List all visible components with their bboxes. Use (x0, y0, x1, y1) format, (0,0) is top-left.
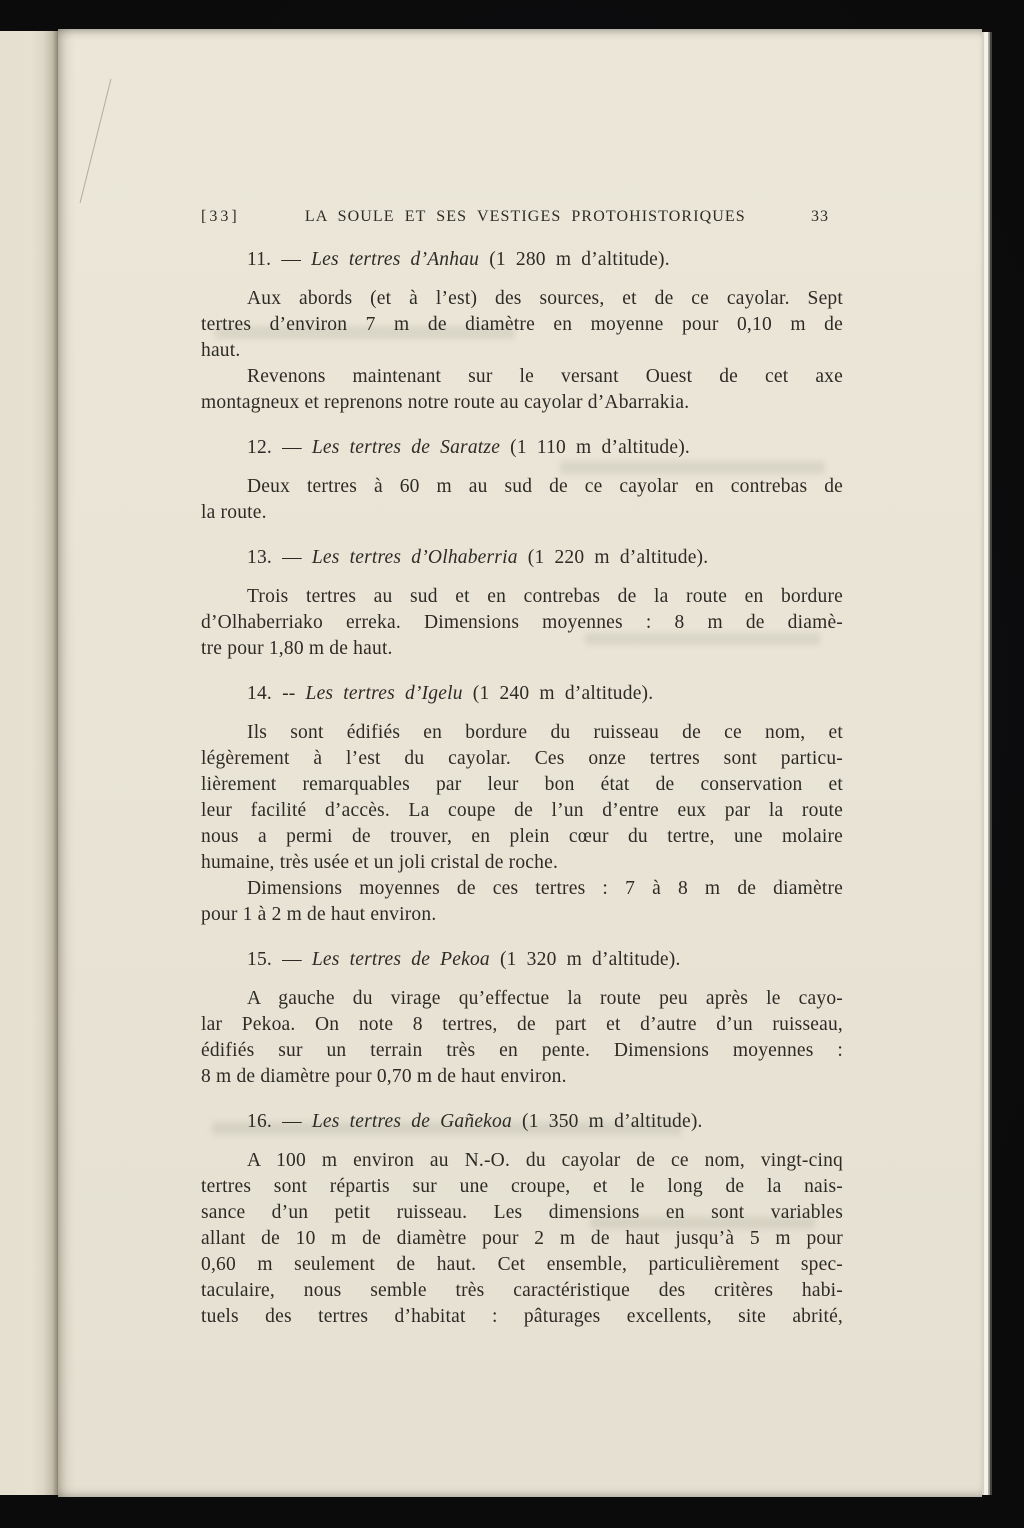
section-heading (201, 247, 843, 273)
heading-dash: — (281, 249, 302, 270)
text-line: taculaire, nous semble très caractéristique des critères habi- (201, 1280, 843, 1301)
page-number: 33 (811, 208, 829, 225)
text-line: lar Pekoa. On note 8 tertres, de part et d’autre d’un ruisseau, (201, 1014, 843, 1035)
text-line: A gauche du virage qu’effectue la route peu après le cayo- (247, 988, 843, 1009)
running-title: LA SOULE ET SES VESTIGES PROTOHISTORIQUES (304, 208, 746, 225)
section-title: Les tertres de Gañekoa (311, 1111, 512, 1132)
text-line: Trois tertres au sud et en contrebas de la route en bordure (247, 586, 843, 607)
text-line: la route. (201, 502, 267, 523)
page-content (58, 29, 982, 1497)
section-altitude: (1 350 m d’altitude). (522, 1111, 703, 1132)
text-line: tuels des tertres d’habitat : pâturages excellents, site abrité, (201, 1306, 843, 1327)
paragraph (201, 986, 843, 1090)
heading-dash: — (282, 437, 302, 458)
section-title: Les tertres d’Olhaberria (311, 547, 518, 568)
text-line: édifiés sur un terrain très en pente. Dimensions moyennes : (201, 1040, 843, 1061)
section-tertres-ganekoa (201, 1109, 843, 1330)
text-line: légèrement à l’est du cayolar. Ces onze tertres sont particu- (201, 748, 843, 769)
text-line: leur facilité d’accès. La coupe de l’un d’entre eux par la route (201, 800, 843, 821)
text-line: pour 1 à 2 m de haut environ. (201, 904, 437, 925)
section-altitude: (1 320 m d’altitude). (499, 949, 681, 970)
section-altitude: (1 220 m d’altitude). (527, 547, 709, 568)
paragraph (201, 584, 843, 662)
section-number: 16. (247, 1111, 272, 1132)
section-tertres-pekoa (201, 947, 843, 1090)
paragraph (201, 720, 843, 876)
text-line: haut. (201, 340, 241, 361)
section-tertres-saratze (201, 435, 843, 526)
paragraph (201, 876, 843, 928)
text-line: humaine, très usée et un joli cristal de roche. (201, 852, 559, 873)
section-heading (201, 435, 843, 461)
text-line: 8 m de diamètre pour 0,70 m de haut environ. (201, 1066, 567, 1087)
paragraph (201, 1148, 843, 1330)
section-tertres-olhaberria (201, 545, 843, 662)
section-heading (201, 947, 843, 973)
heading-dash: -- (282, 683, 296, 704)
section-title: Les tertres d’Anhau (311, 249, 480, 270)
section-altitude: (1 280 m d’altitude). (489, 249, 670, 270)
text-line: tertres d’environ 7 m de diamètre en moyenne pour 0,10 m de (201, 314, 843, 335)
section-altitude: (1 110 m d’altitude). (510, 437, 690, 458)
text-line: montagneux et reprenons notre route au cayolar d’Abarrakia. (201, 392, 690, 413)
text-line: allant de 10 m de diamètre pour 2 m de haut jusqu’à 5 m pour (201, 1228, 843, 1249)
section-heading (201, 681, 843, 707)
heading-dash: — (282, 1111, 302, 1132)
section-number: 11. (247, 249, 272, 270)
text-line: sance d’un petit ruisseau. Les dimensions en sont variables (201, 1202, 843, 1223)
heading-dash: — (282, 949, 302, 970)
running-header (201, 206, 843, 228)
text-line: lièrement remarquables par leur bon état de conservation et (201, 774, 843, 795)
section-number: 14. (247, 683, 272, 704)
section-tertres-igelu (201, 681, 843, 928)
section-title: Les tertres de Pekoa (311, 949, 490, 970)
margin-reference-number: [33] (201, 208, 240, 225)
section-title: Les tertres de Saratze (311, 437, 501, 458)
text-line: Deux tertres à 60 m au sud de ce cayolar en contrebas de (247, 476, 843, 497)
paragraph (201, 474, 843, 526)
text-line: d’Olhaberriako erreka. Dimensions moyennes : 8 m de diamè- (201, 612, 843, 633)
section-title: Les tertres d’Igelu (305, 683, 463, 704)
section-number: 13. (247, 547, 272, 568)
text-line: nous a permi de trouver, en plein cœur du tertre, une molaire (201, 826, 843, 847)
text-line: tertres sont répartis sur une croupe, et le long de la nais- (201, 1176, 843, 1197)
text-line: 0,60 m seulement de haut. Cet ensemble, particulièrement spec- (201, 1254, 843, 1275)
text-line: Revenons maintenant sur le versant Ouest de cet axe (247, 366, 843, 387)
heading-dash: — (282, 547, 302, 568)
section-altitude: (1 240 m d’altitude). (472, 683, 654, 704)
text-line: tre pour 1,80 m de haut. (201, 638, 393, 659)
book-gutter-fold (0, 31, 58, 1495)
text-line: Aux abords (et à l’est) des sources, et de ce cayolar. Sept (247, 288, 843, 309)
section-number: 15. (247, 949, 272, 970)
section-heading (201, 1109, 843, 1135)
scanned-book (0, 29, 992, 1497)
text-line: A 100 m environ au N.-O. du cayolar de ce nom, vingt-cinq (247, 1150, 843, 1171)
page-stack-edge (982, 32, 992, 1495)
paragraph (201, 364, 843, 416)
paragraph (201, 286, 843, 364)
text-line: Dimensions moyennes de ces tertres : 7 à 8 m de diamètre (247, 878, 843, 899)
section-number: 12. (247, 437, 272, 458)
section-heading (201, 545, 843, 571)
text-line: Ils sont édifiés en bordure du ruisseau de ce nom, et (247, 722, 843, 743)
section-tertres-anhau (201, 247, 843, 416)
